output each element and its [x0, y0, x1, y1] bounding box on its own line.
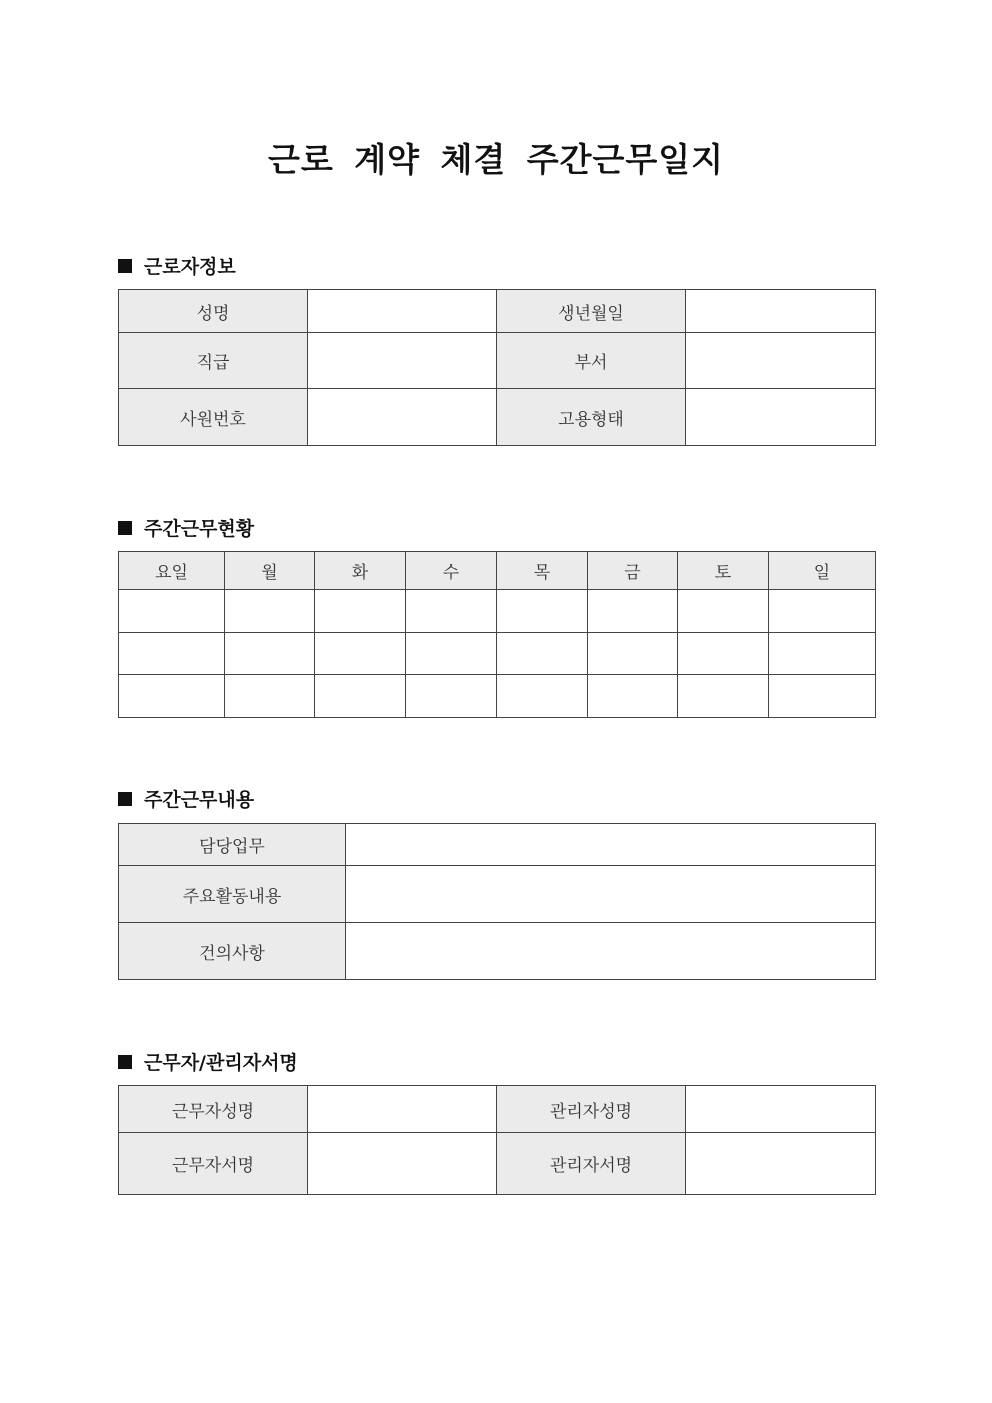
table-cell[interactable]	[588, 633, 678, 675]
duty-field[interactable]	[346, 824, 876, 866]
section-heading-weekly-content	[118, 785, 254, 812]
table-cell[interactable]	[406, 675, 497, 718]
department-field[interactable]	[686, 333, 876, 389]
name-label: 성명	[119, 290, 308, 333]
name-field[interactable]	[308, 290, 497, 333]
weekday-header-tue: 화	[315, 552, 406, 590]
table-row	[119, 1133, 876, 1195]
manager-signature-field[interactable]	[686, 1133, 876, 1195]
section-heading-worker-info	[118, 252, 236, 279]
manager-name-field[interactable]	[686, 1086, 876, 1133]
suggestions-label: 건의사항	[119, 923, 346, 980]
table-cell[interactable]	[315, 590, 406, 633]
table-row	[119, 290, 876, 333]
square-bullet-icon	[118, 521, 132, 535]
table-cell[interactable]	[497, 633, 588, 675]
signature-table	[118, 1085, 876, 1195]
section-heading-label: 주간근무내용	[144, 789, 255, 811]
weekly-status-table	[118, 551, 876, 718]
table-cell[interactable]	[497, 590, 588, 633]
table-row	[119, 866, 876, 923]
table-row	[119, 633, 876, 675]
weekday-header-wed: 수	[406, 552, 497, 590]
weekday-header-mon: 월	[225, 552, 315, 590]
employee-id-field[interactable]	[308, 389, 497, 446]
worker-signature-label: 근무자서명	[119, 1133, 308, 1195]
table-row	[119, 1086, 876, 1133]
table-cell[interactable]	[406, 590, 497, 633]
worker-name-label: 근무자성명	[119, 1086, 308, 1133]
table-row	[119, 389, 876, 446]
section-heading-weekly-status	[118, 514, 254, 541]
position-field[interactable]	[308, 333, 497, 389]
table-cell[interactable]	[119, 633, 225, 675]
worker-signature-field[interactable]	[308, 1133, 497, 1195]
table-row	[119, 333, 876, 389]
duty-label: 담당업무	[119, 824, 346, 866]
department-label: 부서	[497, 333, 686, 389]
birthdate-field[interactable]	[686, 290, 876, 333]
table-cell[interactable]	[678, 675, 769, 718]
employment-type-field[interactable]	[686, 389, 876, 446]
square-bullet-icon	[118, 792, 132, 806]
manager-name-label: 관리자성명	[497, 1086, 686, 1133]
table-cell[interactable]	[678, 633, 769, 675]
activities-label: 주요활동내용	[119, 866, 346, 923]
table-cell[interactable]	[588, 590, 678, 633]
manager-signature-label: 관리자서명	[497, 1133, 686, 1195]
suggestions-field[interactable]	[346, 923, 876, 980]
worker-info-table	[118, 289, 876, 446]
weekday-header-row	[119, 552, 876, 590]
section-heading-label: 근무자/관리자서명	[144, 1052, 298, 1074]
table-row	[119, 923, 876, 980]
table-cell[interactable]	[315, 675, 406, 718]
weekday-header-fri: 금	[588, 552, 678, 590]
weekly-content-table	[118, 823, 876, 980]
position-label: 직급	[119, 333, 308, 389]
section-heading-label: 근로자정보	[144, 256, 236, 278]
table-cell[interactable]	[315, 633, 406, 675]
section-heading-signatures	[118, 1048, 298, 1075]
weekday-header-sun: 일	[769, 552, 876, 590]
table-cell[interactable]	[406, 633, 497, 675]
weekday-header-label: 요일	[119, 552, 225, 590]
birthdate-label: 생년월일	[497, 290, 686, 333]
square-bullet-icon	[118, 1055, 132, 1069]
table-row	[119, 675, 876, 718]
employment-type-label: 고용형태	[497, 389, 686, 446]
employee-id-label: 사원번호	[119, 389, 308, 446]
table-cell[interactable]	[225, 675, 315, 718]
table-cell[interactable]	[497, 675, 588, 718]
weekday-header-thu: 목	[497, 552, 588, 590]
table-row	[119, 590, 876, 633]
worker-name-field[interactable]	[308, 1086, 497, 1133]
table-cell[interactable]	[769, 590, 876, 633]
section-heading-label: 주간근무현황	[144, 518, 255, 540]
table-cell[interactable]	[119, 590, 225, 633]
square-bullet-icon	[118, 259, 132, 273]
table-cell[interactable]	[225, 590, 315, 633]
table-row	[119, 824, 876, 866]
document-title: 근로 계약 체결 주간근무일지	[267, 140, 724, 179]
weekday-header-sat: 토	[678, 552, 769, 590]
table-cell[interactable]	[225, 633, 315, 675]
table-cell[interactable]	[769, 675, 876, 718]
table-cell[interactable]	[678, 590, 769, 633]
table-cell[interactable]	[769, 633, 876, 675]
table-cell[interactable]	[119, 675, 225, 718]
activities-field[interactable]	[346, 866, 876, 923]
table-cell[interactable]	[588, 675, 678, 718]
